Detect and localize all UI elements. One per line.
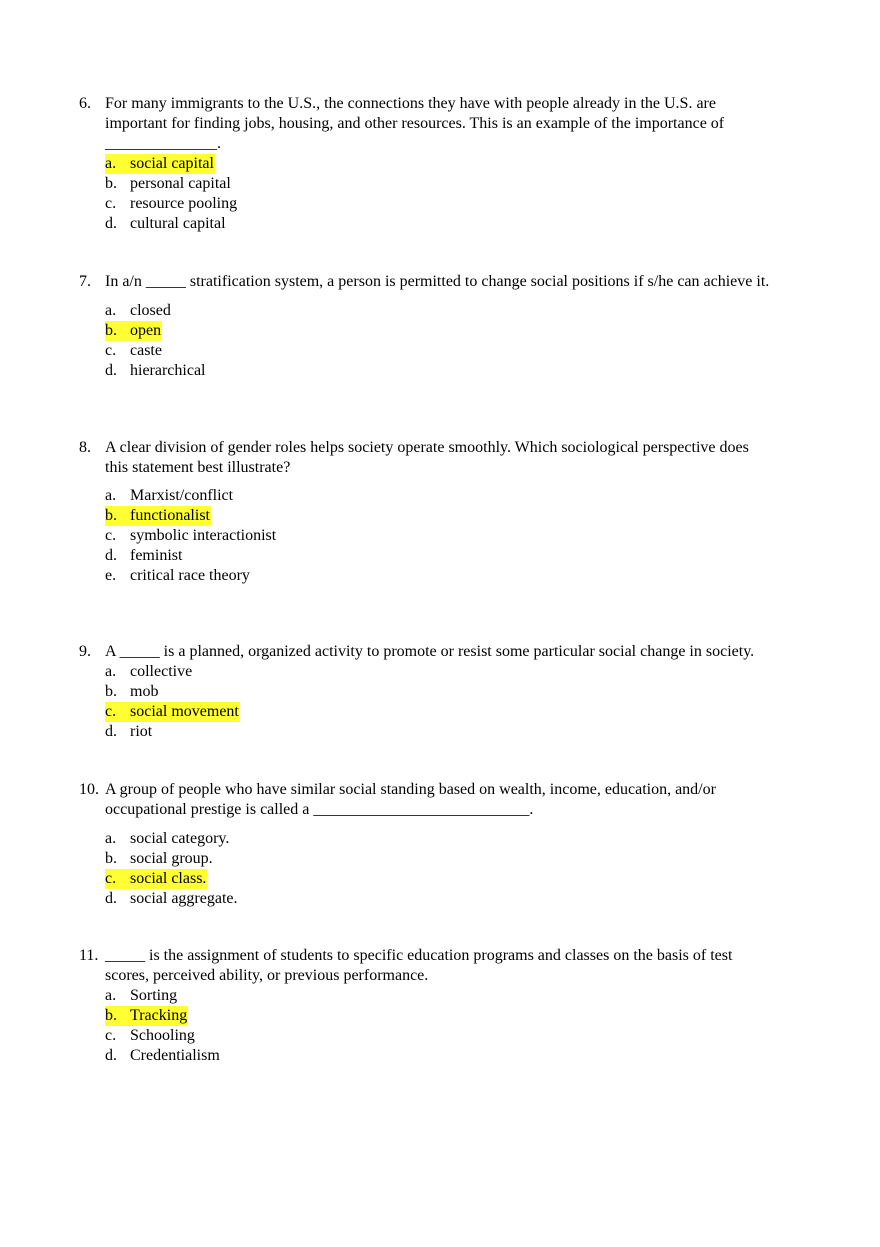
option-letter: d. [105,215,117,232]
question-text: _____ is the assignment of students to specific education programs and classes on the basis of test [105,947,733,964]
answer-options [79,662,849,742]
answer-option [79,506,849,526]
answer-option [79,1006,849,1026]
answer-options [79,486,849,586]
option-text: closed [130,302,171,319]
question-text-line [79,438,849,458]
question-number: 6. [79,95,91,112]
question-text-line [79,134,849,154]
question-text-line [79,966,849,986]
answer-choice [105,214,227,234]
answer-option [79,321,849,341]
question-text: A group of people who have similar social standing based on wealth, income, education, and/or [105,781,716,798]
question-text: A _____ is a planned, organized activity to promote or resist some particular social change in society. [105,643,755,660]
option-text: social movement [130,703,239,720]
question-text: A clear division of gender roles helps society operate smoothly. Which sociological perspective does [105,439,749,456]
answer-option [79,1026,849,1046]
answer-option [79,341,849,361]
option-letter: b. [105,175,117,192]
option-text: social aggregate. [130,890,238,907]
answer-choice [105,986,178,1006]
answer-option [79,662,849,682]
question-text: For many immigrants to the U.S., the connections they have with people already in the U.S. are [105,95,716,112]
question-text-line [79,642,849,662]
answer-choice [105,1046,221,1066]
answer-option [79,702,849,722]
question-text: occupational prestige is called a ___________________________. [105,801,534,818]
answer-option [79,546,849,566]
option-text: Credentialism [130,1047,220,1064]
answer-option [79,214,849,234]
option-text: social category. [130,830,230,847]
question-text-line [79,458,849,478]
question-text: this statement best illustrate? [105,459,291,476]
answer-choice [105,662,193,682]
option-text: Tracking [130,1007,188,1024]
option-letter: d. [105,547,117,564]
answer-choice [105,566,251,586]
option-letter: a. [105,155,117,172]
option-text: symbolic interactionist [130,527,277,544]
question-text: ______________. [105,135,221,152]
answer-choice [105,361,207,381]
option-letter: c. [105,1027,117,1044]
option-text: hierarchical [130,362,206,379]
answer-choice [105,341,163,361]
answer-option [79,194,849,214]
answer-option [79,986,849,1006]
question-number: 9. [79,643,91,660]
answer-option [79,1046,849,1066]
question-number: 11. [79,947,99,964]
option-letter: c. [105,703,117,720]
question-8 [79,438,849,586]
option-letter: d. [105,723,117,740]
answer-option [79,722,849,742]
option-letter: b. [105,850,117,867]
answer-choice [105,682,159,702]
option-letter: a. [105,987,117,1004]
option-text: critical race theory [130,567,250,584]
answer-options [79,154,849,234]
answer-option [79,526,849,546]
answer-choice [105,301,172,321]
option-letter: a. [105,487,117,504]
highlighted-answer [105,154,215,174]
option-letter: d. [105,1047,117,1064]
answer-options [79,829,849,909]
answer-option [79,849,849,869]
option-letter: d. [105,890,117,907]
option-text: mob [130,683,159,700]
answer-option [79,361,849,381]
answer-option [79,486,849,506]
answer-choice [105,194,238,214]
option-letter: a. [105,830,117,847]
question-text: In a/n _____ stratification system, a person is permitted to change social positions if s/he can achieve it. [105,273,770,290]
answer-choice [105,546,183,566]
option-letter: c. [105,527,117,544]
answer-choice [105,174,232,194]
option-text: feminist [130,547,183,564]
answer-choice [105,849,214,869]
option-text: functionalist [130,507,210,524]
option-letter: b. [105,322,117,339]
answer-option [79,682,849,702]
option-text: Sorting [130,987,178,1004]
option-letter: c. [105,870,117,887]
option-letter: b. [105,507,117,524]
answer-option [79,566,849,586]
question-6 [79,94,849,234]
question-7 [79,272,849,381]
question-text: scores, perceived ability, or previous performance. [105,967,429,984]
question-11 [79,946,849,1066]
question-number: 10. [79,781,99,798]
answer-option [79,869,849,889]
answer-options [79,301,849,381]
option-text: personal capital [130,175,231,192]
highlighted-answer [105,506,211,526]
question-text-line [79,272,849,292]
question-text: important for finding jobs, housing, and other resources. This is an example of the importance of [105,115,725,132]
highlighted-answer [105,869,207,889]
option-letter: e. [105,567,117,584]
answer-option [79,829,849,849]
question-10 [79,780,849,909]
question-text-line [79,114,849,134]
option-letter: d. [105,362,117,379]
option-text: collective [130,663,193,680]
question-text-line [79,780,849,800]
answer-choice [105,526,277,546]
option-letter: a. [105,663,117,680]
answer-option [79,301,849,321]
option-text: riot [130,723,153,740]
option-text: caste [130,342,162,359]
answer-option [79,154,849,174]
option-text: social capital [130,155,214,172]
question-number: 7. [79,273,91,290]
option-text: open [130,322,162,339]
answer-options [79,986,849,1066]
option-text: Schooling [130,1027,195,1044]
option-text: Marxist/conflict [130,487,234,504]
option-letter: b. [105,683,117,700]
option-text: social class. [130,870,207,887]
answer-choice [105,889,239,909]
option-text: resource pooling [130,195,238,212]
question-9 [79,642,849,742]
option-letter: c. [105,195,117,212]
highlighted-answer [105,1006,188,1026]
highlighted-answer [105,321,162,341]
option-text: cultural capital [130,215,226,232]
answer-choice [105,1026,196,1046]
answer-choice [105,486,234,506]
answer-choice [105,722,153,742]
option-letter: c. [105,342,117,359]
option-letter: a. [105,302,117,319]
question-text-line [79,946,849,966]
answer-option [79,889,849,909]
answer-option [79,174,849,194]
answer-choice [105,829,230,849]
highlighted-answer [105,702,240,722]
question-text-line [79,94,849,114]
question-text-line [79,800,849,820]
option-letter: b. [105,1007,117,1024]
question-number: 8. [79,439,91,456]
option-text: social group. [130,850,213,867]
